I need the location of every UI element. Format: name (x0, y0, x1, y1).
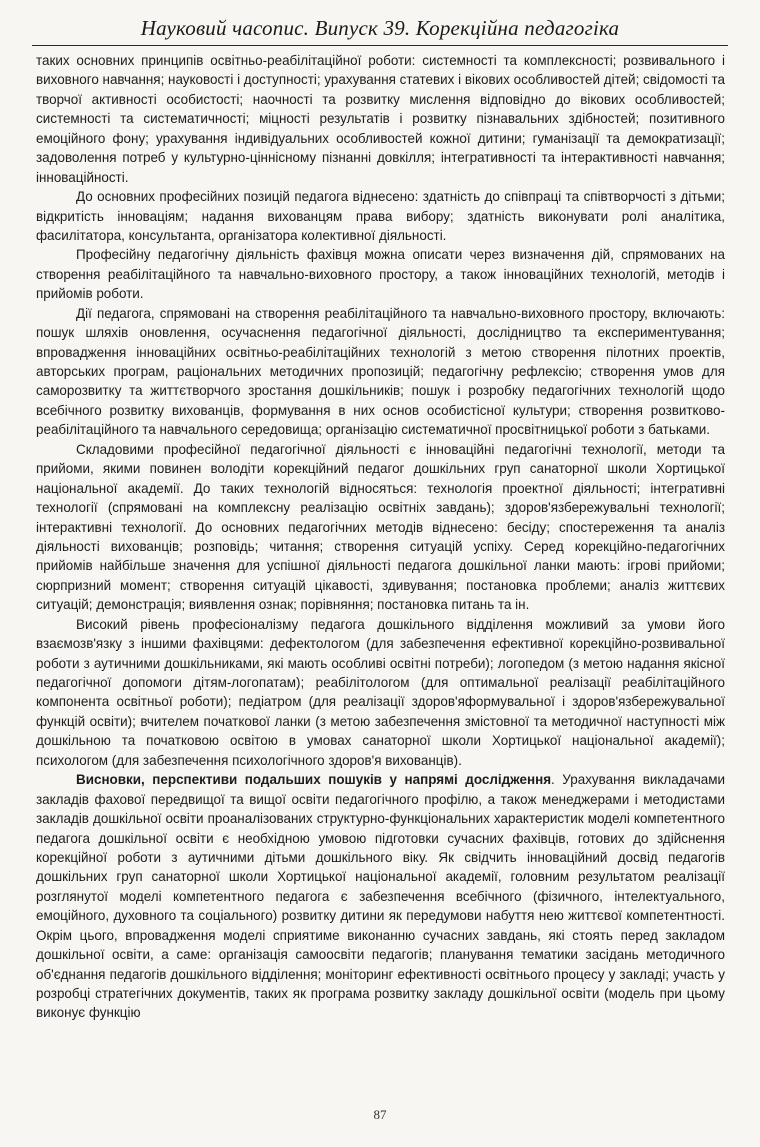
conclusions-heading: Висновки, перспективи подальших пошуків у напрямі дослідження (76, 772, 552, 788)
paragraph-professional-activity: Професійну педагогічну діяльність фахівця можна описати через визначення дій, спрямованих на створення реабілітаційного та навчально-виховного простору, а також інноваційних технологій, методів і прийомів роботи. (36, 247, 725, 302)
paragraph-conclusions (36, 770, 725, 1023)
paragraph-principles: таких основних принципів освітньо-реабілітаційної роботи: системності та комплексності; розвивального і виховного навчання; науковості і доступності; урахування статевих і вікових особливостей дітей; свідомості та творчої активності особистості; наочності та розвитку мислення відповідно до вікових особливостей; системності та систематичності; міцності результатів і розвитку пізнавальних здібностей; позитивного емоційного фону; урахування індивідуальних особливостей кожної дитини; гуманізації та демократизації; задоволення потреб у культурно-ціннісному пізнанні довкілля; інтегративності та інтерактивності навчання; інноваційності. (36, 53, 725, 185)
running-header (32, 14, 728, 48)
header-rule (32, 45, 728, 46)
journal-title: Науковий часопис. Випуск 39. Корекційна педагогіка (140, 16, 620, 40)
paragraph-teacher-actions: Дії педагога, спрямовані на створення реабілітаційного та навчально-виховного простору, включають: пошук шляхів оновлення, осучаснення педагогічної діяльності, дослідництво та експериментування; впровадження інноваційних освітньо-реабілітаційних технологій з метою створення пілотних проектів, авторських програм, раціональних методичних пропозицій; педагогічну рефлексію; створення умов для саморозвитку та життєтворчого зростання дошкільників; пошук і розробку педагогічних технологій щодо всебічного розвитку вихованців, формування в них основ особистісної культури; створення розвитково-реабілітаційного та навчального середовища; організацію систематичної просвітницької роботи з батьками. (36, 305, 725, 438)
conclusions-text: . Урахування викладачами закладів фахової передвищої та вищої освіти педагогічного профілю, а також менеджерами і методистами закладів дошкільної освіти проаналізованих структурно-функціональних характеристик моделі компетентного педагога дошкільної освіти є необхідною умовою підготовки сучасних фахівців, готових до здійснення корекційної роботи з аутичними дітьми дошкільного віку. Як свідчить інноваційний досвід педагогів дошкільних груп санаторної школи Хортицької національної академії, головним результатом реалізації розглянутої моделі компетентного педагога є забезпечення всебічного (фізичного, інтелектуального, емоційного, духовного та соціального) розвитку дитини як передумови набуття нею життєвої компетентності. Окрім цього, впровадження моделі сприятиме виконанню сучасних завдань, які стоять перед закладом дошкільної освіти, а саме: організація самоосвіти педагогів; планування тематики засідань методичного об'єднання педагогів дошкільного відділення; моніторинг ефективності освітнього процесу у закладі; участь у розробці стратегічних документів, таких як програма розвитку закладу дошкільної освіти (модель при цьому виконує функцію (36, 772, 725, 1021)
paragraph-professional-positions: До основних професійних позицій педагога віднесено: здатність до співпраці та співтворчості з дітьми; відкритість інноваціям; надання вихованцям права вибору; здатність виконувати ролі аналітика, фасилітатора, консультанта, організатора колективної діяльності. (36, 189, 725, 243)
article-body (36, 51, 725, 1023)
paragraph-innovative-technologies: Складовими професійної педагогічної діяльності є інноваційні педагогічні технології, методи та прийоми, якими повинен володіти корекційний педагог дошкільних груп санаторної школи Хортицької національної академії. До таких технологій відносяться: технологія проектної діяльності; інтегративні технології (спрямовані на комплексну реалізацію освітніх завдань); здоров'язбережувальні технології; інтерактивні технології. До основних педагогічних методів віднесено: бесіду; спостереження та аналіз діяльності вихованців; розповідь; читання; створення ситуацій успіху. Серед корекційно-педагогічних прийомів найбільше значення для успішної діяльності педагога дошкільної ланки мають: ігрові прийоми; сюрпризний момент; створення ситуацій цікавості, здивування; постановка проблеми; аналіз життєвих ситуацій; демонстрація; виявлення ознак; порівняння; постановка питань та ін. (36, 441, 725, 613)
paragraph-collaboration: Високий рівень професіоналізму педагога дошкільного відділення можливий за умови його взаємозв'язку з іншими фахівцями: дефектологом (для забезпечення ефективної корекційно-розвивальної роботи з аутичними дошкільниками, які мають особливі освітні потреби); логопедом (з метою надання якісної педагогічної допомоги дітям-логопатам); реабілітологом (для оптимальної реалізації реабілітаційного компонента освітньої роботи); педіатром (для реалізації здоров'яформувальної і здоров'язбережувальної функцій освіти); вчителем початкової ланки (з метою забезпечення змістовної та методичної наступності між дошкільною та початковою освітою в умовах санаторної школи Хортицької національної академії); психологом (для забезпечення психологічного здоров'я вихованців). (36, 616, 725, 768)
page-number: 87 (373, 1107, 387, 1122)
